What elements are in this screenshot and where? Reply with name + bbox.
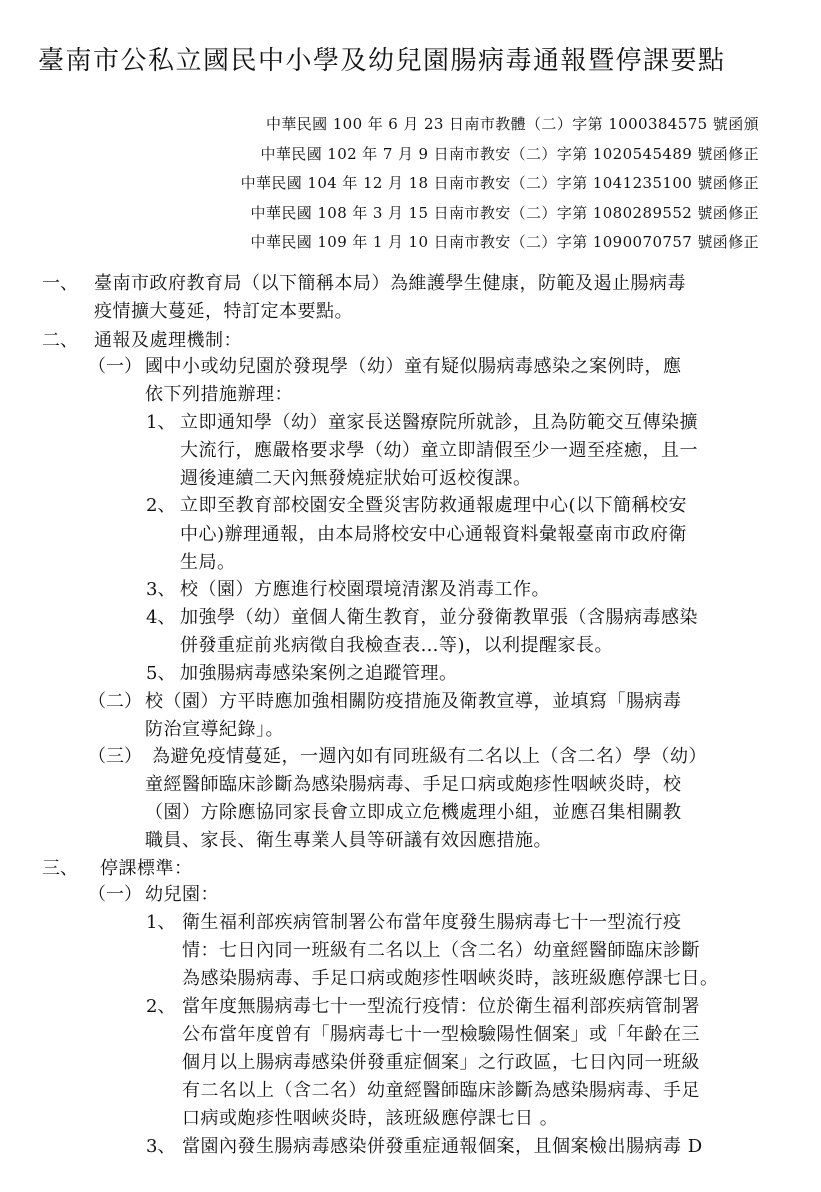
item-marker: 3、 [146, 1136, 176, 1157]
item-marker: 1、 [146, 912, 176, 933]
history-line: 中華民國 102 年 7 月 9 日南市教安（二）字第 1020545489 號函修正 [260, 144, 759, 163]
item-marker: 5、 [146, 663, 176, 684]
history-line: 中華民國 100 年 6 月 23 日南市教體（二）字第 1000384575 號函頒 [265, 115, 759, 133]
item-text-line: 生局。 [180, 552, 236, 573]
item-marker: 2、 [146, 495, 176, 516]
subsection-text-line: 校（園）方平時應加強相關防疫措施及衛教宣導，並填寫「腸病毒 [145, 691, 682, 712]
item-marker: 1、 [146, 412, 176, 433]
item-text-line: 加強學（幼）童個人衛生教育，並分發衛教單張（含腸病毒感染 [180, 607, 698, 628]
section-marker: 二、 [42, 330, 78, 351]
item-text-line: 當園內發生腸病毒感染併發重症通報個案，且個案檢出腸病毒 D [182, 1136, 703, 1157]
subsection-heading: 幼兒園： [145, 884, 219, 905]
document-title: 臺南市公私立國民中小學及幼兒園腸病毒通報暨停課要點 [38, 46, 726, 76]
item-text-line: 立即至教育部校園安全暨災害防救通報處理中心(以下簡稱校安 [180, 495, 688, 516]
subsection-text-line: 依下列措施辦理： [145, 384, 293, 405]
subsection-marker: （二） [88, 691, 142, 712]
subsection-text-line: （園）方除應協同家長會立即成立危機處理小組，並應召集相關教 [145, 802, 682, 823]
item-marker: 2、 [146, 996, 176, 1017]
item-text-line: 立即通知學（幼）童家長送醫療院所就診，且為防範交互傳染擴 [180, 412, 698, 433]
item-text-line: 加強腸病毒感染案例之追蹤管理。 [180, 663, 458, 684]
item-text-line: 口病或皰疹性咽峽炎時，該班級應停課七日 。 [182, 1108, 559, 1129]
section-marker: 三、 [42, 858, 78, 879]
section-text-line: 臺南市政府教育局（以下簡稱本局）為維護學生健康，防範及遏止腸病毒 [94, 273, 686, 294]
item-marker: 4、 [146, 607, 176, 628]
amendment-history [39, 110, 759, 258]
history-line: 中華民國 108 年 3 月 15 日南市教安（二）字第 1080289552 號函修正 [250, 203, 759, 222]
section-heading: 通報及處理機制： [94, 330, 242, 351]
subsection-text-line: 職員、家長、衛生專業人員等研議有效因應措施。 [145, 830, 552, 851]
section-heading: 停課標準： [100, 858, 193, 879]
item-text-line: 週後連續二天內無發燒症狀始可返校復課。 [180, 468, 532, 489]
history-line: 中華民國 104 年 12 月 18 日南市教安（二）字第 1041235100 號函修正 [240, 174, 759, 192]
history-line: 中華民國 109 年 1 月 10 日南市教安（二）字第 1090070757 號函修正 [250, 233, 759, 251]
item-text-line: 併發重症前兆病徵自我檢查表…等)，以利提醒家長。 [180, 635, 614, 656]
item-marker: 3、 [146, 579, 176, 600]
item-text-line: 有二名以上（含二名）幼童經醫師臨床診斷為感染腸病毒、手足 [182, 1080, 700, 1101]
item-text-line: 衛生福利部疾病管制署公布當年度發生腸病毒七十一型流行疫 [182, 912, 682, 933]
item-text-line: 公布當年度曾有「腸病毒七十一型檢驗陽性個案」或「年齡在三 [182, 1024, 700, 1045]
item-text-line: 當年度無腸病毒七十一型流行疫情：位於衛生福利部疾病管制署 [182, 996, 700, 1017]
subsection-text-line: 為避免疫情蔓延，一週內如有同班級有二名以上（含二名）學（幼） [152, 746, 707, 767]
section-text-line: 疫情擴大蔓延，特訂定本要點。 [94, 301, 353, 322]
item-text-line: 校（園）方應進行校園環境清潔及消毒工作。 [180, 579, 550, 600]
section-marker: 一、 [42, 273, 78, 294]
subsection-text-line: 防治宣導紀錄」。 [145, 719, 284, 740]
item-text-line: 個月以上腸病毒感染併發重症個案」之行政區，七日內同一班級 [182, 1052, 700, 1073]
item-text-line: 大流行，應嚴格要求學（幼）童立即請假至少一週至痊癒，且一 [180, 440, 698, 461]
subsection-marker: （一） [88, 356, 142, 377]
item-text-line: 中心)辦理通報，由本局將校安中心通報資料彙報臺南市政府衛 [180, 524, 688, 545]
subsection-marker: （一） [88, 884, 142, 905]
item-text-line: 情：七日內同一班級有二名以上（含二名）幼童經醫師臨床診斷 [182, 940, 700, 961]
subsection-text-line: 國中小或幼兒園於發現學（幼）童有疑似腸病毒感染之案例時，應 [145, 356, 682, 377]
item-text-line: 為感染腸病毒、手足口病或皰疹性咽峽炎時，該班級應停課七日。 [182, 968, 719, 989]
subsection-marker: （三） [88, 746, 142, 767]
subsection-text-line: 童經醫師臨床診斷為感染腸病毒、手足口病或皰疹性咽峽炎時，校 [145, 774, 682, 795]
